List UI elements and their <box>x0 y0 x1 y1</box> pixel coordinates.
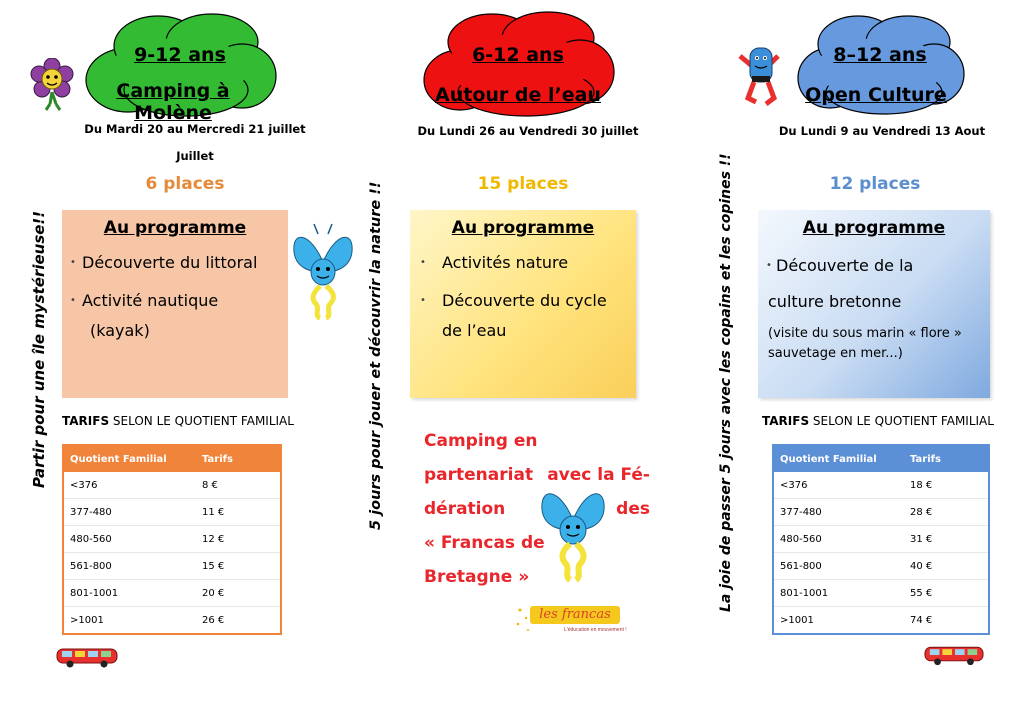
col1-th-qf: Quotient Familial <box>70 453 167 465</box>
col2-item-2: • Découverte du cycle <box>420 291 607 310</box>
col1-th-tarifs: Tarifs <box>202 453 233 465</box>
table-row: 801-1001 55 € <box>773 580 989 607</box>
col2-programme-box <box>410 210 636 398</box>
col1-programme-box <box>62 210 288 398</box>
butterfly-mascot-icon <box>290 222 356 322</box>
col2-places: 15 places <box>477 174 569 194</box>
flower-mascot-icon <box>30 58 74 116</box>
col1-programme-heading: Au programme <box>103 218 247 238</box>
col2-partner-text <box>424 424 650 594</box>
table-row: 377-480 28 € <box>773 499 989 526</box>
col1-item-3: (kayak) <box>90 321 150 340</box>
col1-tarifs-table <box>62 444 282 635</box>
table-row: <376 8 € <box>63 472 281 499</box>
col1-age: 9-12 ans <box>134 44 226 66</box>
blue-character-mascot-icon <box>734 42 786 108</box>
francas-logo <box>514 602 638 638</box>
col1-item-1: • Découverte du littoral <box>70 253 258 272</box>
col3-programme-heading: Au programme <box>802 218 946 238</box>
francas-logo-tagline: L'éducation en mouvement ! <box>564 627 627 633</box>
col3-title: Open Culture <box>805 84 947 106</box>
col3-tarifs-caption: TARIFS SELON LE QUOTIENT FAMILIAL <box>762 414 994 428</box>
col2-item-3: de l’eau <box>442 321 507 340</box>
partner-line-1: Camping en <box>424 431 538 451</box>
col3-th-tarifs: Tarifs <box>910 453 941 465</box>
col1-dates-extra: Juillet <box>176 149 214 163</box>
table-row: 561-800 15 € <box>63 553 281 580</box>
partner-line-2: partenariat avec la Fé- <box>424 465 650 485</box>
col3-th-qf: Quotient Familial <box>780 453 877 465</box>
col1-item-2: • Activité nautique <box>70 291 219 310</box>
table-row: 801-1001 20 € <box>63 580 281 607</box>
table-row: 561-800 40 € <box>773 553 989 580</box>
col2-dates: Du Lundi 26 au Vendredi 30 juillet <box>417 124 639 138</box>
col3-slogan: La joie de passer 5 jours avec les copains et les copines !! <box>718 153 734 612</box>
partner-line-4: « Francas de <box>424 533 545 553</box>
col3-places: 12 places <box>829 174 921 194</box>
table-row: 480-560 31 € <box>773 526 989 553</box>
col2-programme-heading: Au programme <box>451 218 595 238</box>
col3-item-1: • Découverte de la <box>766 256 914 275</box>
col3-programme-box <box>758 210 990 398</box>
col3-item-2: culture bretonne <box>768 292 902 311</box>
col1-dates: Du Mardi 20 au Mercredi 21 juillet <box>84 122 306 136</box>
col2-slogan: 5 jours pour jouer et découvrir la nature !! <box>368 181 384 530</box>
col3-small-note: (visite du sous marin « flore » sauvetage en mer...) <box>768 326 962 361</box>
bus-icon <box>56 646 118 668</box>
col1-tarifs-caption: TARIFS SELON LE QUOTIENT FAMILIAL <box>62 414 294 428</box>
col3-dates: Du Lundi 9 au Vendredi 13 Aout <box>778 124 986 138</box>
table-row: >1001 26 € <box>70 614 225 626</box>
col1-slogan: Partir pour une île mystérieuse!! <box>30 210 48 488</box>
partner-line-5: Bretagne » <box>424 567 530 587</box>
table-row: 377-480 11 € <box>63 499 281 526</box>
col2-item-1: • Activités nature <box>420 253 569 272</box>
col3-age: 8–12 ans <box>833 44 927 66</box>
table-row: <376 18 € <box>773 472 989 499</box>
partner-line-3: dération des <box>424 499 650 519</box>
table-row: 480-560 12 € <box>63 526 281 553</box>
butterfly-mascot-icon-2 <box>538 476 608 586</box>
francas-logo-text: les francas <box>530 606 620 624</box>
col3-tarifs-table <box>772 444 990 635</box>
col2-age: 6-12 ans <box>472 44 564 66</box>
col1-title: Camping à Molène <box>116 80 230 124</box>
table-row: >1001 74 € <box>780 614 933 626</box>
col2-title: Autour de l’eau <box>435 84 601 106</box>
bus-icon-2 <box>924 644 984 666</box>
col1-places: 6 places <box>145 174 225 194</box>
